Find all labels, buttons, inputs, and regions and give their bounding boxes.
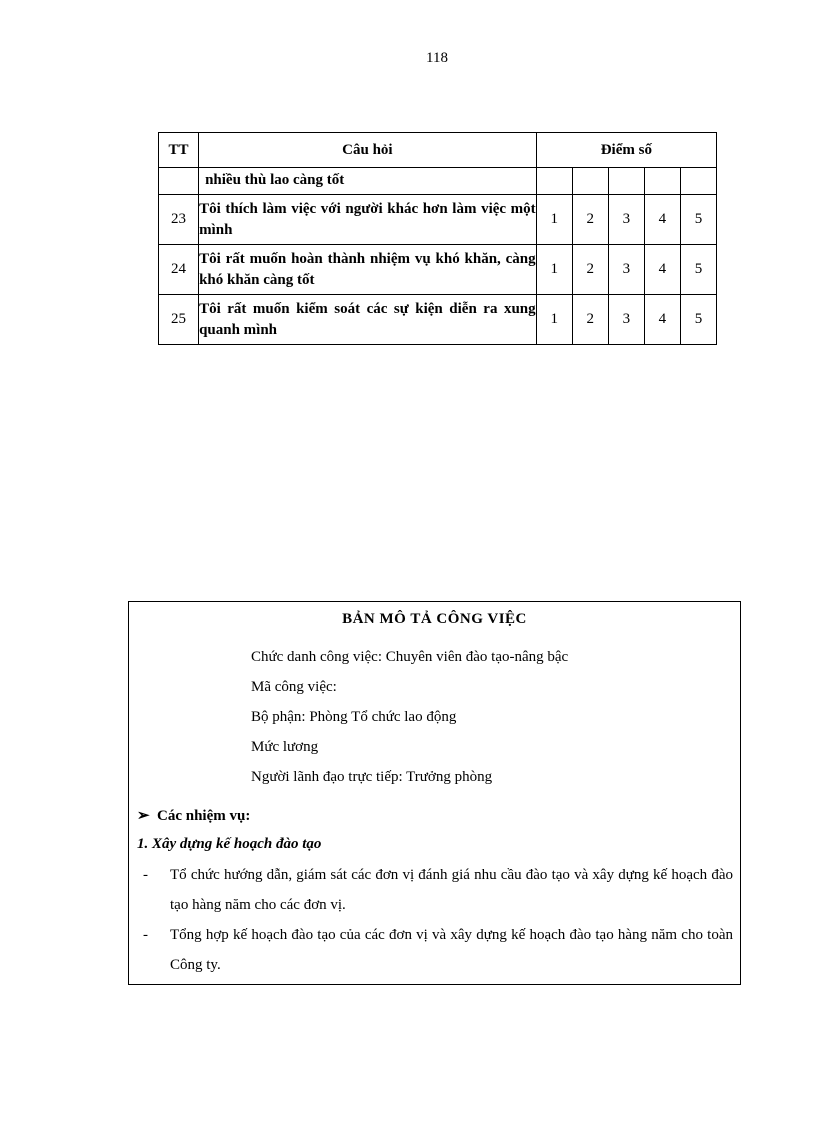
list-item bbox=[143, 860, 733, 920]
table-header-row bbox=[159, 133, 717, 168]
tt-cell: 25 bbox=[159, 295, 199, 345]
score-cell: 4 bbox=[644, 245, 680, 295]
score-cell: 3 bbox=[608, 295, 644, 345]
dash-bullet: - bbox=[143, 867, 148, 883]
table-row bbox=[159, 245, 717, 295]
list-item-text: Tổ chức hướng dẫn, giám sát các đơn vị đánh giá nhu cầu đào tạo và xây dựng kế hoạch đào tạo hàng năm cho các đơn vị. bbox=[170, 867, 733, 913]
info-department: Bộ phận: Phòng Tổ chức lao động bbox=[251, 709, 457, 725]
tasks-heading bbox=[137, 806, 250, 825]
score-cell: 4 bbox=[644, 195, 680, 245]
score-cell: 2 bbox=[572, 245, 608, 295]
list-item bbox=[143, 920, 733, 980]
score-cell: 1 bbox=[536, 245, 572, 295]
job-description-box bbox=[128, 601, 741, 985]
question-cell: nhiều thù lao càng tốt bbox=[199, 168, 537, 195]
dash-bullet: - bbox=[143, 927, 148, 943]
table-row bbox=[159, 295, 717, 345]
header-tt: TT bbox=[159, 133, 199, 168]
question-cell: Tôi thích làm việc với người khác hơn làm việc một mình bbox=[199, 195, 537, 245]
score-cell bbox=[572, 168, 608, 195]
tt-cell: 23 bbox=[159, 195, 199, 245]
list-item-text: Tổng hợp kế hoạch đào tạo của các đơn vị và xây dựng kế hoạch đào tạo hàng năm cho toàn Công ty. bbox=[170, 927, 733, 973]
score-cell: 1 bbox=[536, 195, 572, 245]
arrow-bullet-icon: ➢ bbox=[137, 808, 150, 824]
score-cell: 2 bbox=[572, 295, 608, 345]
job-description-title: BẢN MÔ TẢ CÔNG VIỆC bbox=[342, 611, 527, 627]
page-number: 118 bbox=[426, 50, 448, 66]
score-cell bbox=[680, 168, 716, 195]
section-heading: 1. Xây dựng kế hoạch đào tạo bbox=[137, 836, 322, 852]
survey-table bbox=[158, 132, 717, 345]
score-cell: 3 bbox=[608, 195, 644, 245]
info-job-code: Mã công việc: bbox=[251, 679, 337, 695]
score-cell: 5 bbox=[680, 195, 716, 245]
score-cell: 5 bbox=[680, 245, 716, 295]
question-cell: Tôi rất muốn kiểm soát các sự kiện diễn ra xung quanh mình bbox=[199, 295, 537, 345]
score-cell: 4 bbox=[644, 295, 680, 345]
question-cell: Tôi rất muốn hoàn thành nhiệm vụ khó khăn, càng khó khăn càng tốt bbox=[199, 245, 537, 295]
header-question: Câu hỏi bbox=[199, 133, 537, 168]
info-salary: Mức lương bbox=[251, 739, 319, 755]
table-row bbox=[159, 195, 717, 245]
score-cell bbox=[608, 168, 644, 195]
header-score: Điểm số bbox=[536, 133, 716, 168]
tt-cell bbox=[159, 168, 199, 195]
score-cell: 3 bbox=[608, 245, 644, 295]
score-cell bbox=[644, 168, 680, 195]
info-job-title: Chức danh công việc: Chuyên viên đào tạo-nâng bậc bbox=[251, 649, 569, 665]
tasks-heading-label: Các nhiệm vụ: bbox=[157, 808, 251, 824]
score-cell: 2 bbox=[572, 195, 608, 245]
score-cell: 1 bbox=[536, 295, 572, 345]
score-cell: 5 bbox=[680, 295, 716, 345]
score-cell bbox=[536, 168, 572, 195]
info-direct-manager: Người lãnh đạo trực tiếp: Trưởng phòng bbox=[251, 769, 493, 785]
table-row-continuation bbox=[159, 168, 717, 195]
tt-cell: 24 bbox=[159, 245, 199, 295]
